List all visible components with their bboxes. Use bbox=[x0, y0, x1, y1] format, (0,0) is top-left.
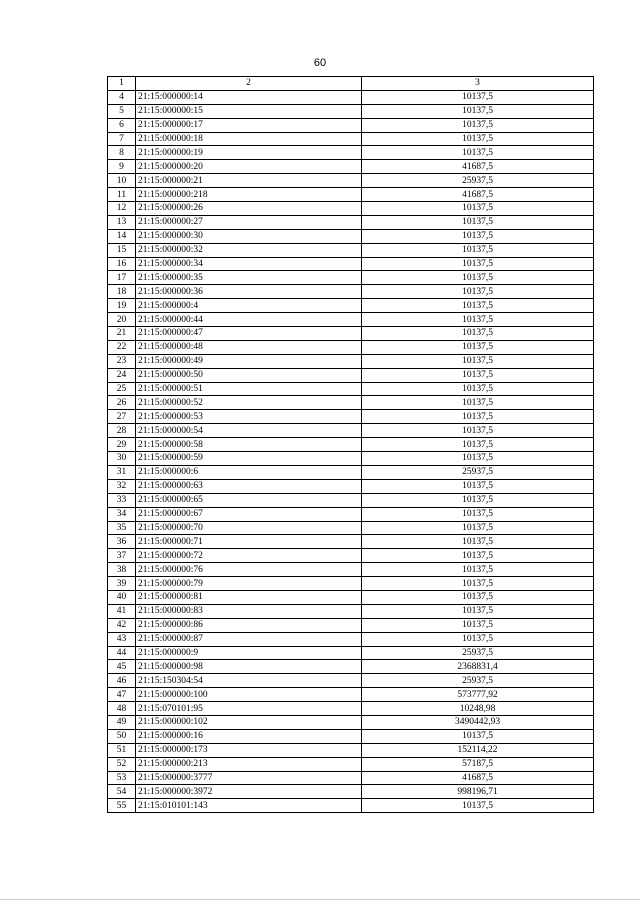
cadastral-number-cell: 21:15:000000:3777 bbox=[136, 771, 362, 785]
row-number-cell: 33 bbox=[108, 493, 136, 507]
table-row bbox=[108, 424, 594, 438]
table-row bbox=[108, 729, 594, 743]
row-number-cell: 6 bbox=[108, 118, 136, 132]
cadastral-number-cell: 21:15:000000:36 bbox=[136, 285, 362, 299]
row-number-cell: 51 bbox=[108, 743, 136, 757]
value-cell: 10137,5 bbox=[362, 285, 594, 299]
value-cell: 10137,5 bbox=[362, 313, 594, 327]
row-number-cell: 13 bbox=[108, 215, 136, 229]
row-number-cell: 43 bbox=[108, 632, 136, 646]
table-row bbox=[108, 174, 594, 188]
cadastral-number-cell: 21:15:000000:53 bbox=[136, 410, 362, 424]
cadastral-number-cell: 21:15:000000:20 bbox=[136, 160, 362, 174]
value-cell: 2368831,4 bbox=[362, 660, 594, 674]
cadastral-number-cell: 21:15:000000:34 bbox=[136, 257, 362, 271]
table-row bbox=[108, 799, 594, 813]
table-row bbox=[108, 188, 594, 202]
table-row bbox=[108, 604, 594, 618]
row-number-cell: 15 bbox=[108, 243, 136, 257]
cadastral-number-cell: 21:15:000000:173 bbox=[136, 743, 362, 757]
value-cell: 10137,5 bbox=[362, 354, 594, 368]
value-cell: 10137,5 bbox=[362, 215, 594, 229]
value-cell: 10137,5 bbox=[362, 243, 594, 257]
row-number-cell: 42 bbox=[108, 618, 136, 632]
value-cell: 10137,5 bbox=[362, 90, 594, 104]
cadastral-number-cell: 21:15:000000:86 bbox=[136, 618, 362, 632]
row-number-cell: 26 bbox=[108, 396, 136, 410]
cadastral-number-cell: 21:15:000000:44 bbox=[136, 313, 362, 327]
table-row bbox=[108, 452, 594, 466]
value-cell: 10137,5 bbox=[362, 618, 594, 632]
row-number-cell: 55 bbox=[108, 799, 136, 813]
cadastral-number-cell: 21:15:000000:35 bbox=[136, 271, 362, 285]
table-row bbox=[108, 465, 594, 479]
row-number-cell: 32 bbox=[108, 479, 136, 493]
table-row bbox=[108, 549, 594, 563]
value-cell: 10137,5 bbox=[362, 563, 594, 577]
value-cell: 41687,5 bbox=[362, 188, 594, 202]
column-header-3: 3 bbox=[362, 77, 594, 91]
header-row bbox=[108, 77, 594, 91]
row-number-cell: 47 bbox=[108, 688, 136, 702]
value-cell: 10137,5 bbox=[362, 229, 594, 243]
value-cell: 10137,5 bbox=[362, 271, 594, 285]
row-number-cell: 35 bbox=[108, 521, 136, 535]
cadastral-number-cell: 21:15:000000:16 bbox=[136, 729, 362, 743]
cadastral-number-cell: 21:15:000000:50 bbox=[136, 368, 362, 382]
cadastral-number-cell: 21:15:000000:70 bbox=[136, 521, 362, 535]
table-row bbox=[108, 104, 594, 118]
cadastral-number-cell: 21:15:000000:19 bbox=[136, 146, 362, 160]
row-number-cell: 36 bbox=[108, 535, 136, 549]
table-row bbox=[108, 382, 594, 396]
cadastral-number-cell: 21:15:000000:79 bbox=[136, 577, 362, 591]
cadastral-number-cell: 21:15:000000:26 bbox=[136, 202, 362, 216]
table-row bbox=[108, 243, 594, 257]
value-cell: 41687,5 bbox=[362, 771, 594, 785]
column-header-1: 1 bbox=[108, 77, 136, 91]
row-number-cell: 17 bbox=[108, 271, 136, 285]
value-cell: 10137,5 bbox=[362, 438, 594, 452]
cadastral-number-cell: 21:15:000000:76 bbox=[136, 563, 362, 577]
row-number-cell: 5 bbox=[108, 104, 136, 118]
table-row bbox=[108, 340, 594, 354]
row-number-cell: 29 bbox=[108, 438, 136, 452]
value-cell: 25937,5 bbox=[362, 465, 594, 479]
value-cell: 10137,5 bbox=[362, 799, 594, 813]
value-cell: 10137,5 bbox=[362, 507, 594, 521]
cadastral-number-cell: 21:15:000000:72 bbox=[136, 549, 362, 563]
table-row bbox=[108, 132, 594, 146]
row-number-cell: 49 bbox=[108, 715, 136, 729]
table-row bbox=[108, 202, 594, 216]
value-cell: 10137,5 bbox=[362, 452, 594, 466]
table-row bbox=[108, 521, 594, 535]
value-cell: 10137,5 bbox=[362, 104, 594, 118]
value-cell: 10137,5 bbox=[362, 340, 594, 354]
row-number-cell: 24 bbox=[108, 368, 136, 382]
cadastral-number-cell: 21:15:000000:21 bbox=[136, 174, 362, 188]
cadastral-number-cell: 21:15:000000:30 bbox=[136, 229, 362, 243]
row-number-cell: 38 bbox=[108, 563, 136, 577]
table-row bbox=[108, 660, 594, 674]
table-row bbox=[108, 479, 594, 493]
cadastral-number-cell: 21:15:000000:54 bbox=[136, 424, 362, 438]
table-row bbox=[108, 771, 594, 785]
table-row bbox=[108, 674, 594, 688]
cadastral-number-cell: 21:15:000000:67 bbox=[136, 507, 362, 521]
cadastral-number-cell: 21:15:000000:15 bbox=[136, 104, 362, 118]
table-row bbox=[108, 313, 594, 327]
row-number-cell: 40 bbox=[108, 590, 136, 604]
cadastral-number-cell: 21:15:000000:71 bbox=[136, 535, 362, 549]
row-number-cell: 20 bbox=[108, 313, 136, 327]
value-cell: 25937,5 bbox=[362, 174, 594, 188]
row-number-cell: 30 bbox=[108, 452, 136, 466]
row-number-cell: 7 bbox=[108, 132, 136, 146]
table-row bbox=[108, 715, 594, 729]
table-row bbox=[108, 688, 594, 702]
page-bottom-divider bbox=[0, 899, 640, 900]
table-row bbox=[108, 702, 594, 716]
table-row bbox=[108, 632, 594, 646]
table-header bbox=[108, 77, 594, 91]
row-number-cell: 23 bbox=[108, 354, 136, 368]
row-number-cell: 27 bbox=[108, 410, 136, 424]
table-row bbox=[108, 257, 594, 271]
row-number-cell: 4 bbox=[108, 90, 136, 104]
row-number-cell: 34 bbox=[108, 507, 136, 521]
row-number-cell: 14 bbox=[108, 229, 136, 243]
value-cell: 10137,5 bbox=[362, 299, 594, 313]
value-cell: 152114,22 bbox=[362, 743, 594, 757]
value-cell: 10137,5 bbox=[362, 257, 594, 271]
page-number: 60 bbox=[313, 57, 327, 69]
row-number-cell: 12 bbox=[108, 202, 136, 216]
row-number-cell: 16 bbox=[108, 257, 136, 271]
data-table bbox=[107, 76, 594, 813]
table-row bbox=[108, 354, 594, 368]
row-number-cell: 31 bbox=[108, 465, 136, 479]
table-row bbox=[108, 563, 594, 577]
cadastral-number-cell: 21:15:000000:48 bbox=[136, 340, 362, 354]
row-number-cell: 11 bbox=[108, 188, 136, 202]
cadastral-number-cell: 21:15:000000:3972 bbox=[136, 785, 362, 799]
row-number-cell: 39 bbox=[108, 577, 136, 591]
table-row bbox=[108, 618, 594, 632]
cadastral-number-cell: 21:15:000000:100 bbox=[136, 688, 362, 702]
table-row bbox=[108, 146, 594, 160]
table-row bbox=[108, 493, 594, 507]
table-body bbox=[108, 90, 594, 812]
value-cell: 10137,5 bbox=[362, 729, 594, 743]
table-row bbox=[108, 577, 594, 591]
value-cell: 10137,5 bbox=[362, 396, 594, 410]
value-cell: 10248,98 bbox=[362, 702, 594, 716]
value-cell: 41687,5 bbox=[362, 160, 594, 174]
table-row bbox=[108, 785, 594, 799]
table-row bbox=[108, 438, 594, 452]
cadastral-number-cell: 21:15:000000:213 bbox=[136, 757, 362, 771]
row-number-cell: 52 bbox=[108, 757, 136, 771]
value-cell: 10137,5 bbox=[362, 521, 594, 535]
cadastral-number-cell: 21:15:000000:81 bbox=[136, 590, 362, 604]
value-cell: 10137,5 bbox=[362, 535, 594, 549]
table-row bbox=[108, 299, 594, 313]
row-number-cell: 53 bbox=[108, 771, 136, 785]
cadastral-number-cell: 21:15:000000:6 bbox=[136, 465, 362, 479]
value-cell: 10137,5 bbox=[362, 132, 594, 146]
table-row bbox=[108, 160, 594, 174]
value-cell: 10137,5 bbox=[362, 604, 594, 618]
cadastral-number-cell: 21:15:000000:32 bbox=[136, 243, 362, 257]
table-row bbox=[108, 396, 594, 410]
row-number-cell: 21 bbox=[108, 327, 136, 341]
row-number-cell: 50 bbox=[108, 729, 136, 743]
table-row bbox=[108, 590, 594, 604]
cadastral-number-cell: 21:15:000000:65 bbox=[136, 493, 362, 507]
row-number-cell: 9 bbox=[108, 160, 136, 174]
table-row bbox=[108, 410, 594, 424]
cadastral-number-cell: 21:15:000000:49 bbox=[136, 354, 362, 368]
row-number-cell: 45 bbox=[108, 660, 136, 674]
cadastral-number-cell: 21:15:000000:27 bbox=[136, 215, 362, 229]
cadastral-number-cell: 21:15:010101:143 bbox=[136, 799, 362, 813]
value-cell: 10137,5 bbox=[362, 410, 594, 424]
cadastral-number-cell: 21:15:000000:58 bbox=[136, 438, 362, 452]
value-cell: 10137,5 bbox=[362, 479, 594, 493]
row-number-cell: 37 bbox=[108, 549, 136, 563]
cadastral-number-cell: 21:15:000000:218 bbox=[136, 188, 362, 202]
table-row bbox=[108, 757, 594, 771]
table-row bbox=[108, 118, 594, 132]
value-cell: 10137,5 bbox=[362, 424, 594, 438]
row-number-cell: 18 bbox=[108, 285, 136, 299]
table-row bbox=[108, 368, 594, 382]
row-number-cell: 41 bbox=[108, 604, 136, 618]
value-cell: 3490442,93 bbox=[362, 715, 594, 729]
value-cell: 10137,5 bbox=[362, 202, 594, 216]
cadastral-number-cell: 21:15:000000:18 bbox=[136, 132, 362, 146]
row-number-cell: 44 bbox=[108, 646, 136, 660]
table-row bbox=[108, 229, 594, 243]
value-cell: 10137,5 bbox=[362, 368, 594, 382]
row-number-cell: 25 bbox=[108, 382, 136, 396]
cadastral-number-cell: 21:15:000000:102 bbox=[136, 715, 362, 729]
table-row bbox=[108, 535, 594, 549]
value-cell: 10137,5 bbox=[362, 590, 594, 604]
table-row bbox=[108, 285, 594, 299]
table-row bbox=[108, 327, 594, 341]
cadastral-number-cell: 21:15:000000:98 bbox=[136, 660, 362, 674]
value-cell: 25937,5 bbox=[362, 674, 594, 688]
row-number-cell: 10 bbox=[108, 174, 136, 188]
table-row bbox=[108, 743, 594, 757]
cadastral-number-cell: 21:15:000000:83 bbox=[136, 604, 362, 618]
row-number-cell: 28 bbox=[108, 424, 136, 438]
cadastral-number-cell: 21:15:000000:47 bbox=[136, 327, 362, 341]
value-cell: 10137,5 bbox=[362, 493, 594, 507]
cadastral-number-cell: 21:15:000000:9 bbox=[136, 646, 362, 660]
cadastral-number-cell: 21:15:000000:51 bbox=[136, 382, 362, 396]
cadastral-number-cell: 21:15:070101:95 bbox=[136, 702, 362, 716]
cadastral-number-cell: 21:15:000000:14 bbox=[136, 90, 362, 104]
value-cell: 998196,71 bbox=[362, 785, 594, 799]
cadastral-number-cell: 21:15:000000:52 bbox=[136, 396, 362, 410]
value-cell: 10137,5 bbox=[362, 632, 594, 646]
value-cell: 10137,5 bbox=[362, 577, 594, 591]
table-row bbox=[108, 507, 594, 521]
value-cell: 25937,5 bbox=[362, 646, 594, 660]
row-number-cell: 8 bbox=[108, 146, 136, 160]
table-row bbox=[108, 271, 594, 285]
row-number-cell: 22 bbox=[108, 340, 136, 354]
cadastral-number-cell: 21:15:000000:59 bbox=[136, 452, 362, 466]
cadastral-number-cell: 21:15:000000:87 bbox=[136, 632, 362, 646]
cadastral-number-cell: 21:15:000000:4 bbox=[136, 299, 362, 313]
table-row bbox=[108, 215, 594, 229]
row-number-cell: 54 bbox=[108, 785, 136, 799]
cadastral-number-cell: 21:15:000000:63 bbox=[136, 479, 362, 493]
row-number-cell: 46 bbox=[108, 674, 136, 688]
value-cell: 10137,5 bbox=[362, 327, 594, 341]
row-number-cell: 19 bbox=[108, 299, 136, 313]
table-row bbox=[108, 646, 594, 660]
value-cell: 10137,5 bbox=[362, 146, 594, 160]
value-cell: 57187,5 bbox=[362, 757, 594, 771]
row-number-cell: 48 bbox=[108, 702, 136, 716]
column-header-2: 2 bbox=[136, 77, 362, 91]
table-row bbox=[108, 90, 594, 104]
value-cell: 10137,5 bbox=[362, 549, 594, 563]
cadastral-number-cell: 21:15:150304:54 bbox=[136, 674, 362, 688]
value-cell: 10137,5 bbox=[362, 118, 594, 132]
value-cell: 10137,5 bbox=[362, 382, 594, 396]
value-cell: 573777,92 bbox=[362, 688, 594, 702]
cadastral-number-cell: 21:15:000000:17 bbox=[136, 118, 362, 132]
